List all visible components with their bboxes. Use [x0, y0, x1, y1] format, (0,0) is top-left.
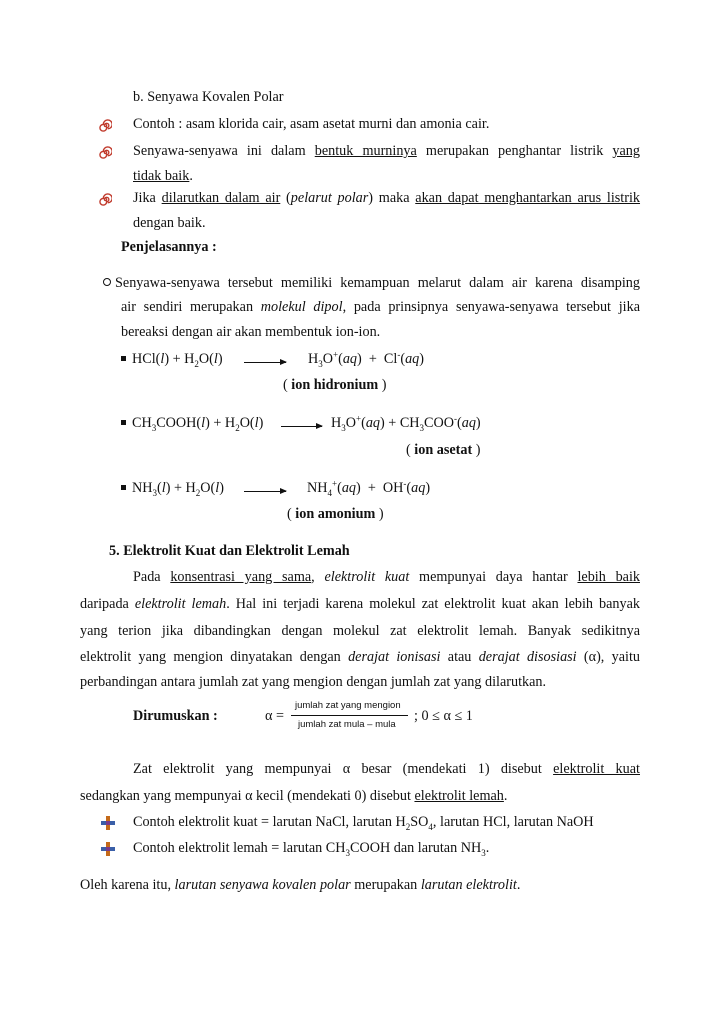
explanation-heading: Penjelasannya : — [121, 239, 217, 255]
explanation-line-2: air sendiri merupakan molekul dipol, pada prinsipnya senyawa-senyawa tersebut jika — [121, 299, 640, 315]
reaction-2-left: $CH_3COOH(l) + H_2O(l)$ — [121, 415, 263, 432]
bullet-pure-form-text: Senyawa-senyawa ini dalam bentuk murninya merupakan penghantar listrik yang — [133, 143, 640, 159]
reaction-arrow-icon — [244, 362, 286, 363]
spiral-bullet-icon — [99, 193, 112, 206]
example-strong-electrolyte: Contoh elektrolit kuat = larutan NaCl, larutan $H_2SO_4$, larutan HCl, larutan NaOH — [133, 814, 594, 832]
formula-label: Dirumuskan : — [133, 708, 218, 724]
section-5-heading: 5. Elektrolit Kuat dan Elektrolit Lemah — [109, 543, 350, 559]
section-5-para-line-5: perbandingan antara jumlah zat yang mengion dengan jumlah zat yang dilarutkan. — [80, 674, 547, 690]
square-bullet-icon — [121, 485, 126, 490]
section-b-heading: b. Senyawa Kovalen Polar — [133, 89, 284, 105]
fraction-bar — [291, 715, 408, 716]
explanation-line-3: bereaksi dengan air akan membentuk ion-ion. — [121, 324, 381, 340]
section-5-para-line-4: elektrolit yang mengion dinyatakan dengan derajat ionisasi atau derajat disosiasi (α), yaitu — [80, 649, 640, 665]
formula-numerator: jumlah zat yang mengion — [295, 700, 401, 711]
reaction-2-right: $H_3O^+(aq) + CH_3COO^-(aq)$ — [331, 413, 481, 433]
square-bullet-icon — [121, 420, 126, 425]
section-5-para-line-3: yang terion jika dibandingkan dengan molekul zat elektrolit lemah. Banyak sedikitnya — [80, 623, 640, 639]
formula-lhs: α = — [265, 708, 284, 724]
spiral-bullet-icon — [99, 119, 112, 132]
reaction-3-right: $NH_4^+(aq) + OH^-(aq)$ — [307, 478, 431, 498]
bullet-dissolved-text: Jika dilarutkan dalam air (pelarut polar) maka akan dapat menghantarkan arus listrik — [133, 190, 641, 206]
formula-range: ; 0 ≤ α ≤ 1 — [414, 708, 473, 724]
formula-denominator: jumlah zat mula – mula — [298, 719, 396, 730]
square-bullet-icon — [121, 356, 126, 361]
spiral-bullet-icon — [99, 146, 112, 159]
reaction-3-ion-name: ( ion amonium ) — [287, 506, 384, 522]
circle-bullet-icon — [103, 278, 111, 286]
section-5-para2-line-2: sedangkan yang mempunyai α kecil (mendekati 0) disebut elektrolit lemah. — [80, 788, 508, 804]
reaction-1-left: $HCl(l) + H_2O(l)$ — [121, 351, 223, 368]
conclusion-text: Oleh karena itu, larutan senyawa kovalen polar merupakan larutan elektrolit. — [80, 877, 521, 893]
section-5-para-line-1: Pada konsentrasi yang sama, elektrolit kuat mempunyai daya hantar lebih baik — [133, 569, 640, 585]
reaction-1-right: $H_3O^+(aq) + Cl^-(aq)$ — [308, 349, 424, 369]
section-5-para2-line-1: Zat elektrolit yang mempunyai α besar (mendekati 1) disebut elektrolit kuat — [133, 761, 640, 777]
reaction-3-left: $NH_3(l) + H_2O(l)$ — [121, 480, 224, 497]
bullet-dissolved-text-cont: dengan baik. — [133, 215, 206, 231]
reaction-2-ion-name: ( ion asetat ) — [406, 442, 481, 458]
explanation-line-1: Senyawa-senyawa tersebut memiliki kemampuan melarut dalam air karena disamping — [103, 275, 640, 292]
section-5-para-line-2: daripada elektrolit lemah. Hal ini terjadi karena molekul zat elektrolit kuat akan lebih banyak — [80, 596, 640, 612]
bullet-example-text: Contoh : asam klorida cair, asam asetat murni dan amonia cair. — [133, 116, 490, 132]
reaction-arrow-icon — [281, 426, 322, 427]
bullet-pure-form-text-cont: tidak baik. — [133, 168, 193, 184]
example-weak-electrolyte: Contoh elektrolit lemah = larutan $CH_3COOH$ dan larutan $NH_3$. — [133, 840, 490, 858]
plus-bullet-icon — [101, 816, 115, 830]
reaction-arrow-icon — [244, 491, 286, 492]
plus-bullet-icon — [101, 842, 115, 856]
reaction-1-ion-name: ( ion hidronium ) — [283, 377, 387, 393]
